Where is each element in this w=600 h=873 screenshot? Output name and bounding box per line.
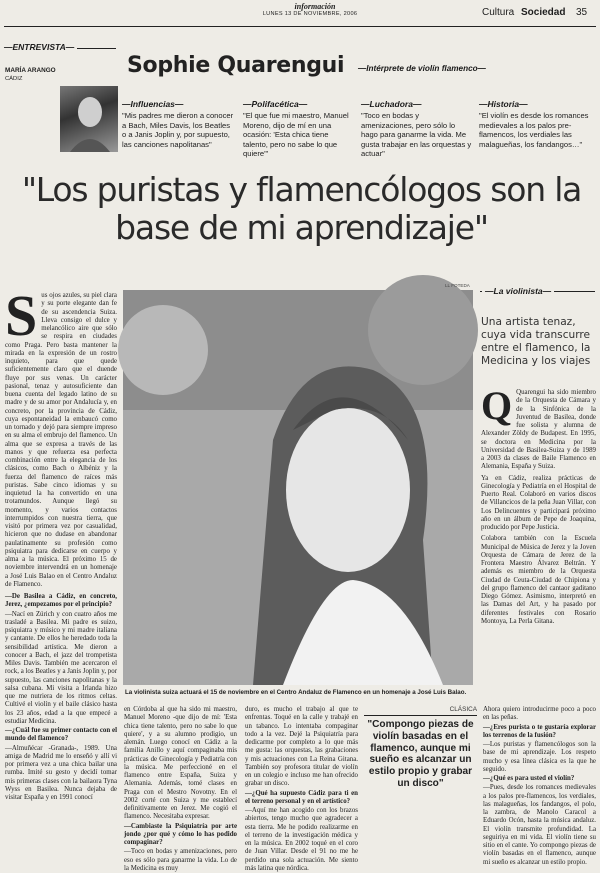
body-paragraph: en Córdoba al que ha sido mi maestro, Manuel Moreno -que dijo de mí: 'Esta chica tiene talento, pero no sabe lo que quiere', y a su alumno prodigio, un alemán. Luego conocí en Cádiz a la familia Anillo y aquí compaginaba mis prácticas de Ginecología y Pediatría con la música. Me perfeccioné en el flamenco entre España, Suiza y Alemania. Además, tomé clases en Praga con el Mestro Novotny. En el 2002 corté con Suiza y me establecí definitivamente en Jerez. Me cogió el flamenco. Necesitaba expresar. [124, 706, 237, 821]
section-name: Sociedad [521, 7, 566, 18]
drop-cap: S [5, 283, 38, 348]
publication-date: LUNES 13 DE NOVIEMBRE, 2006 [262, 11, 358, 17]
sidebar-kicker: —La violinista— [482, 286, 554, 296]
section-prefix: Cultura [482, 7, 515, 18]
quote-box-title: —Luchadora— [361, 99, 422, 109]
body-column-1 [5, 283, 117, 866]
quote-box-luchadora [361, 99, 473, 159]
body-paragraph: —Aquí me han acogido con los brazos abiertos, tengo mucho que agradecer a esta tierra. Me he podido realizarme en el terreno de la investigación médica y en la música. En 2002 toqué en el coro de Juan Villar. Desde el 91 no me he perdido una sola actuación. Me siento más latina que nórdica. [245, 807, 358, 872]
body-paragraph: —Nací en Zúrich y con cuatro años me trasladé a Basilea. Mi padre es suizo, psiquiatra y músico y mi madre italiana y cantante. De ellos he heredado toda la sensibilidad artística. Me dieron a conocer a Bach, el jazz del trompetista Miles Davis. También me acercaron el rock, a los Beatles y a Janis Joplin y, por supuesto, las canciones napolitanas y la salsa cubana. Mi visita a Irlanda hizo que me nutriera de los ritmos celtas. Cultivé el violín y el baile clásico hasta los 23 años, edad a la que empecé a estudiar Medicina. [5, 610, 117, 725]
quote-box-text: "El que fue mi maestro, Manuel Moreno, dijo de mí en una ocasión: 'Esta chica tiene talento, pero no sabe lo que quiere'" [243, 111, 349, 159]
quote-box-title: —Polifacética— [243, 99, 308, 109]
author-place: CÁDIZ [5, 76, 23, 82]
page-number: 35 [576, 7, 588, 18]
interviewee-name: Sophie Quarengui [127, 53, 345, 78]
pullquote-rule [364, 715, 477, 716]
quote-box-title: —Historia— [479, 99, 528, 109]
body-paragraph: —Los puristas y flamencólogos son la base de mi aprendizaje. Los respeto mucho y esa línea clásica es la que he seguido. [483, 741, 596, 773]
interviewee-subtitle: —Intérprete de violín flamenco— [358, 64, 486, 73]
interview-kicker: —ENTREVISTA— [4, 42, 77, 52]
portrait-figure-icon [60, 86, 118, 152]
sidebar-paragraph: Colabora también con la Escuela Municipal de Música de Jerez y la Joven Orquesta de Cámara de Jerez de la Frontera Maestro Álvarez Beltrán. Y además es miembro de la Orquesta Ciudad de Ceuta-Ciudad de Chipiona y del grupo flamenco del cantaor gaditano Diego Gómez. Asimismo, interpretó en las Damas del Art, y ha pasado por diferentes festivales con Rosario Montoya, La Perla Gitana. [481, 535, 596, 625]
sidebar-deck: Una artista tenaz, cuya vida transcurre entre el flamenco, la Medicina y los viajes [481, 316, 591, 367]
body-paragraph: —Pues, desde los romances medievales a los palos pre-flamencos, los verdiales, las malagueñas, los fandangos, el polo, la zambra, de Manolo Caracol a Eduardo Ocón, hasta la música andaluz. El violín transmite profundidad. La seguiriya en mi vida. El violín tiene su sitio en el cante. Yo compongo piezas de violín basadas en el flamenco, aunque mi sueño es alcanzar un estilo propio. [483, 784, 596, 866]
main-photo [123, 290, 473, 685]
violinist-photo-icon [123, 290, 473, 685]
quote-box-influencias [122, 99, 234, 149]
body-paragraph: Ahora quiero introducirme poco a poco en las peñas. [483, 706, 596, 722]
small-portrait [60, 86, 118, 152]
sidebar-drop-cap: Q [481, 383, 513, 428]
body-paragraph: —Almuñécar -Granada-, 1989. Una amiga de Madrid me lo enseñó y allí vi por primera vez a una chica bailar una rumba. Imité su gesto y decidí tomar mis primeras clases con la bailaora Tyna Wyss en Basilea. Nunca dejaba de visitar España y en 1991 conocí [5, 744, 117, 801]
pullquote [364, 706, 477, 790]
interview-question: —¿Cuál fue su primer contacto con el mundo del flamenco? [5, 727, 117, 743]
quote-box-polifacetica [243, 99, 355, 159]
pullquote-kicker: CLÁSICA [449, 706, 477, 713]
publication-logo: información [294, 2, 336, 11]
body-paragraph: —Toco en bodas y amenizaciones, pero eso es sólo para ganarme la vida. Lo de la Medicina es muy [124, 848, 237, 872]
author-name: MARÍA ARANGO [5, 67, 56, 74]
sidebar-paragraph: Ya en Cádiz, realiza prácticas de Ginecología y Pediatría en el Hospital de Puerto Real. Colaboró en varios discos de Villancicos de la peña Juan Villar, con Los Delincuentes y participará próximo año en un álbum de Pepe de Joaquina, producido por Pepe Justicia. [481, 474, 596, 531]
masthead-rule [4, 26, 596, 27]
masthead [0, 0, 600, 28]
interview-question: —¿Qué ha supuesto Cádiz para ti en el terreno personal y en el artístico? [245, 789, 358, 805]
body-paragraph: us ojos azules, su piel clara y su porte elegante dan fe de su ascendencia Suiza. Lleva consigo el dulce y melancólico aire que sólo se respira en ciudades como Praga. Pero basta mantener la mirada en la expresión de un rostro inquieto, para que quede suficientemente claro que el duende fluye por sus venas. Un carácter pasional, tenaz y autosuficiente dan buena cuenta del legado latino de su madre y de su amor por Andalucía y, en concreto, por la provincia de Cádiz, cuya espontaneidad la embaucó como un tornado y dejó para siempre impreso en su alma el embrujo del flamenco. Un alma que se expresa a través de las manos y que refuerza esa perfecta combinación entre la elegancia de los clásicos, como Bach o Albéniz y la fuerza del flamenco de raíces más puristas. Sabe cinco idiomas y su inquietud la ha convertido en una trotamundos. Aunque llegó su momento, y varios contactos interrumpidos con nuestra tierra, que visitó por primera vez por casualidad, hicieron que no dudase en abandonar paulatinamente su profesión como psiquiatra para dedicarse en cuerpo y alma a la música. El próximo 15 de noviembre intervendrá en un homenaje a José Luis Balao en el Centro Andaluz de Flamenco. [5, 292, 117, 588]
interview-question: —¿Qué es para usted el violín? [483, 775, 575, 782]
pullquote-text: "Compongo piezas de violín basadas en el flamenco, aunque mi sueño es alcanzar un estilo propio y grabar un disco" [367, 719, 474, 789]
interview-question: —Cambiaste la Psiquiatría por arte jondo ¿por qué y cómo lo has podido compaginar? [124, 822, 237, 846]
body-column-2 [124, 706, 237, 872]
quote-box-text: "Toco en bodas y amenizaciones, pero sólo lo hago para ganarme la vida. Me gusta trabajar en las orquestas y actuar" [361, 111, 472, 159]
photo-caption: La violinista suiza actuará el 15 de noviembre en el Centro Andaluz de Flamenco en un homenaje a José Luis Balao. [125, 689, 467, 696]
sidebar-body [481, 383, 596, 691]
quote-box-text: "Mis padres me dieron a conocer a Bach, Miles Davis, los Beatles o a Janis Joplin y, por supuesto, las canciones napolitanas" [122, 111, 234, 149]
interview-question: —De Basilea a Cádiz, en concreto, Jerez, ¿empezamos por el principio? [5, 593, 117, 609]
body-column-3 [245, 706, 358, 872]
interview-question: —¿Eres purista o te gustaría explorar los terrenos de la fusión? [483, 723, 596, 739]
sidebar-paragraph: Quarengui ha sido miembro de la Orquesta de Cámara y de la Sinfónica de la Juventud de Basilea, donde fue solista y alumna de Alexander Zöldy de Budapest. En 1995, se doctora en Medicina por la Universidad de Basilea-Suiza y de 1989 a 2003 da clases de Baile Flamenco en Alemania, España y Suiza. [481, 389, 596, 471]
quote-box-title: —Influencias— [122, 99, 184, 109]
quote-box-text: "El violín es desde los romances medievales a los palos pre-flamencos, los verdiales las malagueñas, los fandangos…" [479, 111, 589, 149]
quote-box-historia [479, 99, 595, 149]
body-column-4 [483, 706, 596, 866]
body-paragraph: duro, es mucho el trabajo al que te enfrentas. Toqué en la calle y trabajé en un tabanco. Lo intentaba compaginar todo a la vez. Dejé la Psiquiatría para dedicarme por completo a lo que más me gusta: las orquestas, las grabaciones y mis actuaciones con La Reina Gitana. También soy profesora titular de violín en un colegio e incluso me han ofrecido grabar un disco. [245, 706, 358, 788]
headline: "Los puristas y flamencólogos son la base de mi aprendizaje" [21, 170, 582, 247]
photo-credit: LL FOTEDA [445, 283, 470, 288]
